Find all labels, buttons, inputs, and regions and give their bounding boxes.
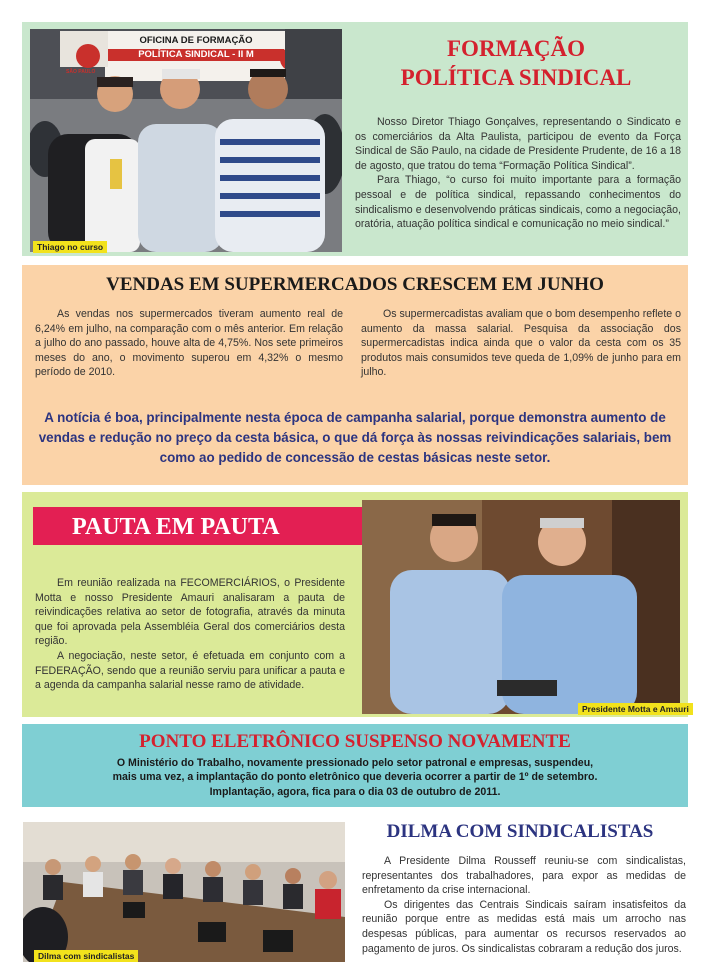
formacao-paragraph-1: Nosso Diretor Thiago Gonçalves, representando o Sindicato e os comerciários da Alta Paulista, participou de evento da Força Sindical de São Paulo, na cidade de Presidente Prudente, de 16 a 18 de agosto, que tratou do tema “Formação Política Sindical”. — [355, 116, 681, 172]
dilma-paragraph-1: A Presidente Dilma Rousseff reuniu-se com sindicalistas, representantes dos trabalhadores, para expor as medidas de enfretamento da crise internacional. — [362, 855, 686, 897]
photo-illustration — [362, 500, 680, 714]
title-formacao-line-2: POLÍTICA SINDICAL — [400, 65, 632, 90]
banner-line-1: OFICINA DE FORMAÇÃO — [139, 35, 253, 46]
pauta-paragraph-1: Em reunião realizada na FECOMERCIÁRIOS, o Presidente Motta e nosso Presidente Amauri analisaram a pauta de reivindicações relativa ao setor de fotografia, através da minuta que foi aprovada pela Assembléia Geral dos comerciários desta região. — [35, 577, 345, 648]
formacao-paragraph-2: Para Thiago, “o curso foi muito importante para a formação pessoal e de política sindical, repassando conhecimentos do sindicalismo e desenvolvendo práticas sindicais, como a negociação, oratória, atuação política sindical e comunicação no meio sindical.” — [355, 174, 681, 231]
banner-text — [108, 35, 284, 61]
photo-motta-amauri — [362, 500, 680, 714]
formacao-body — [355, 115, 681, 232]
photo-caption-dilma: Dilma com sindicalistas — [34, 950, 138, 962]
photo-illustration — [23, 822, 345, 962]
photo-caption-thiago: Thiago no curso — [33, 241, 107, 253]
title-pauta: PAUTA EM PAUTA — [72, 514, 280, 540]
title-vendas: VENDAS EM SUPERMERCADOS CRESCEM EM JUNHO — [106, 274, 604, 295]
banner-left-logo-text: SÃO PAULO — [66, 69, 96, 75]
dilma-paragraph-2: Os dirigentes das Centrais Sindicais saíram insatisfeitos da reunião porque entre as medidas está mais um arrocho nas despesas públicas, para aumentar os recursos reservados ao pagamento de juros. Os sindicalistas cobraram a redução dos juros. — [362, 898, 686, 955]
banner-line-2: POLÍTICA SINDICAL - II M — [108, 49, 284, 61]
vendas-column-2 — [361, 307, 681, 380]
vendas-highlight: A notícia é boa, principalmente nesta época de campanha salarial, porque demonstra aumento de vendas e redução no preço da cesta básica, o que dá força às nossas reivindicações salariais, bem como ao pedido de concessão de cestas básicas neste setor. — [38, 410, 672, 465]
photo-thiago-course — [30, 29, 342, 252]
photo-caption-motta: Presidente Motta e Amauri — [578, 703, 693, 715]
ponto-body: O Ministério do Trabalho, novamente pressionado pelo setor patronal e empresas, suspendeu, mais uma vez, a implantação do ponto eletrônico que deveria ocorrer a partir de 1º de setembro. Implantação, agora, fica para o dia 03 de outubro de 2011. — [112, 757, 598, 798]
vendas-paragraph-1: As vendas nos supermercados tiveram aumento real de 6,24% em julho, na comparação com o mês anterior. Em relação a julho do ano passado, houve alta de 4,75%. Nos sete primeiros meses do ano, o movimento superou em 4,32% o mesmo período de 2010. — [35, 308, 343, 379]
pauta-body — [35, 576, 345, 693]
vendas-column-1 — [35, 307, 343, 380]
photo-illustration — [30, 29, 342, 252]
title-dilma: DILMA COM SINDICALISTAS — [386, 821, 654, 842]
title-formacao — [352, 34, 680, 92]
photo-dilma-sindicalistas — [23, 822, 345, 962]
vendas-paragraph-2: Os supermercadistas avaliam que o bom desempenho reflete o aumento da massa salarial. Pesquisa da associação dos supermercadistas indica ainda que o valor da cesta com os 35 produtos mais consumidos teve queda de 1,09% de junho para em julho. — [361, 308, 681, 379]
pauta-paragraph-2: A negociação, neste setor, é efetuada em conjunto com a FEDERAÇÃO, sendo que a reunião serviu para unificar a pauta e a agenda da campanha salarial nesse ramo de atividade. — [35, 649, 345, 692]
dilma-body — [362, 854, 686, 956]
title-ponto: PONTO ELETRÔNICO SUSPENSO NOVAMENTE — [139, 731, 571, 752]
title-formacao-line-1: FORMAÇÃO — [447, 36, 585, 61]
